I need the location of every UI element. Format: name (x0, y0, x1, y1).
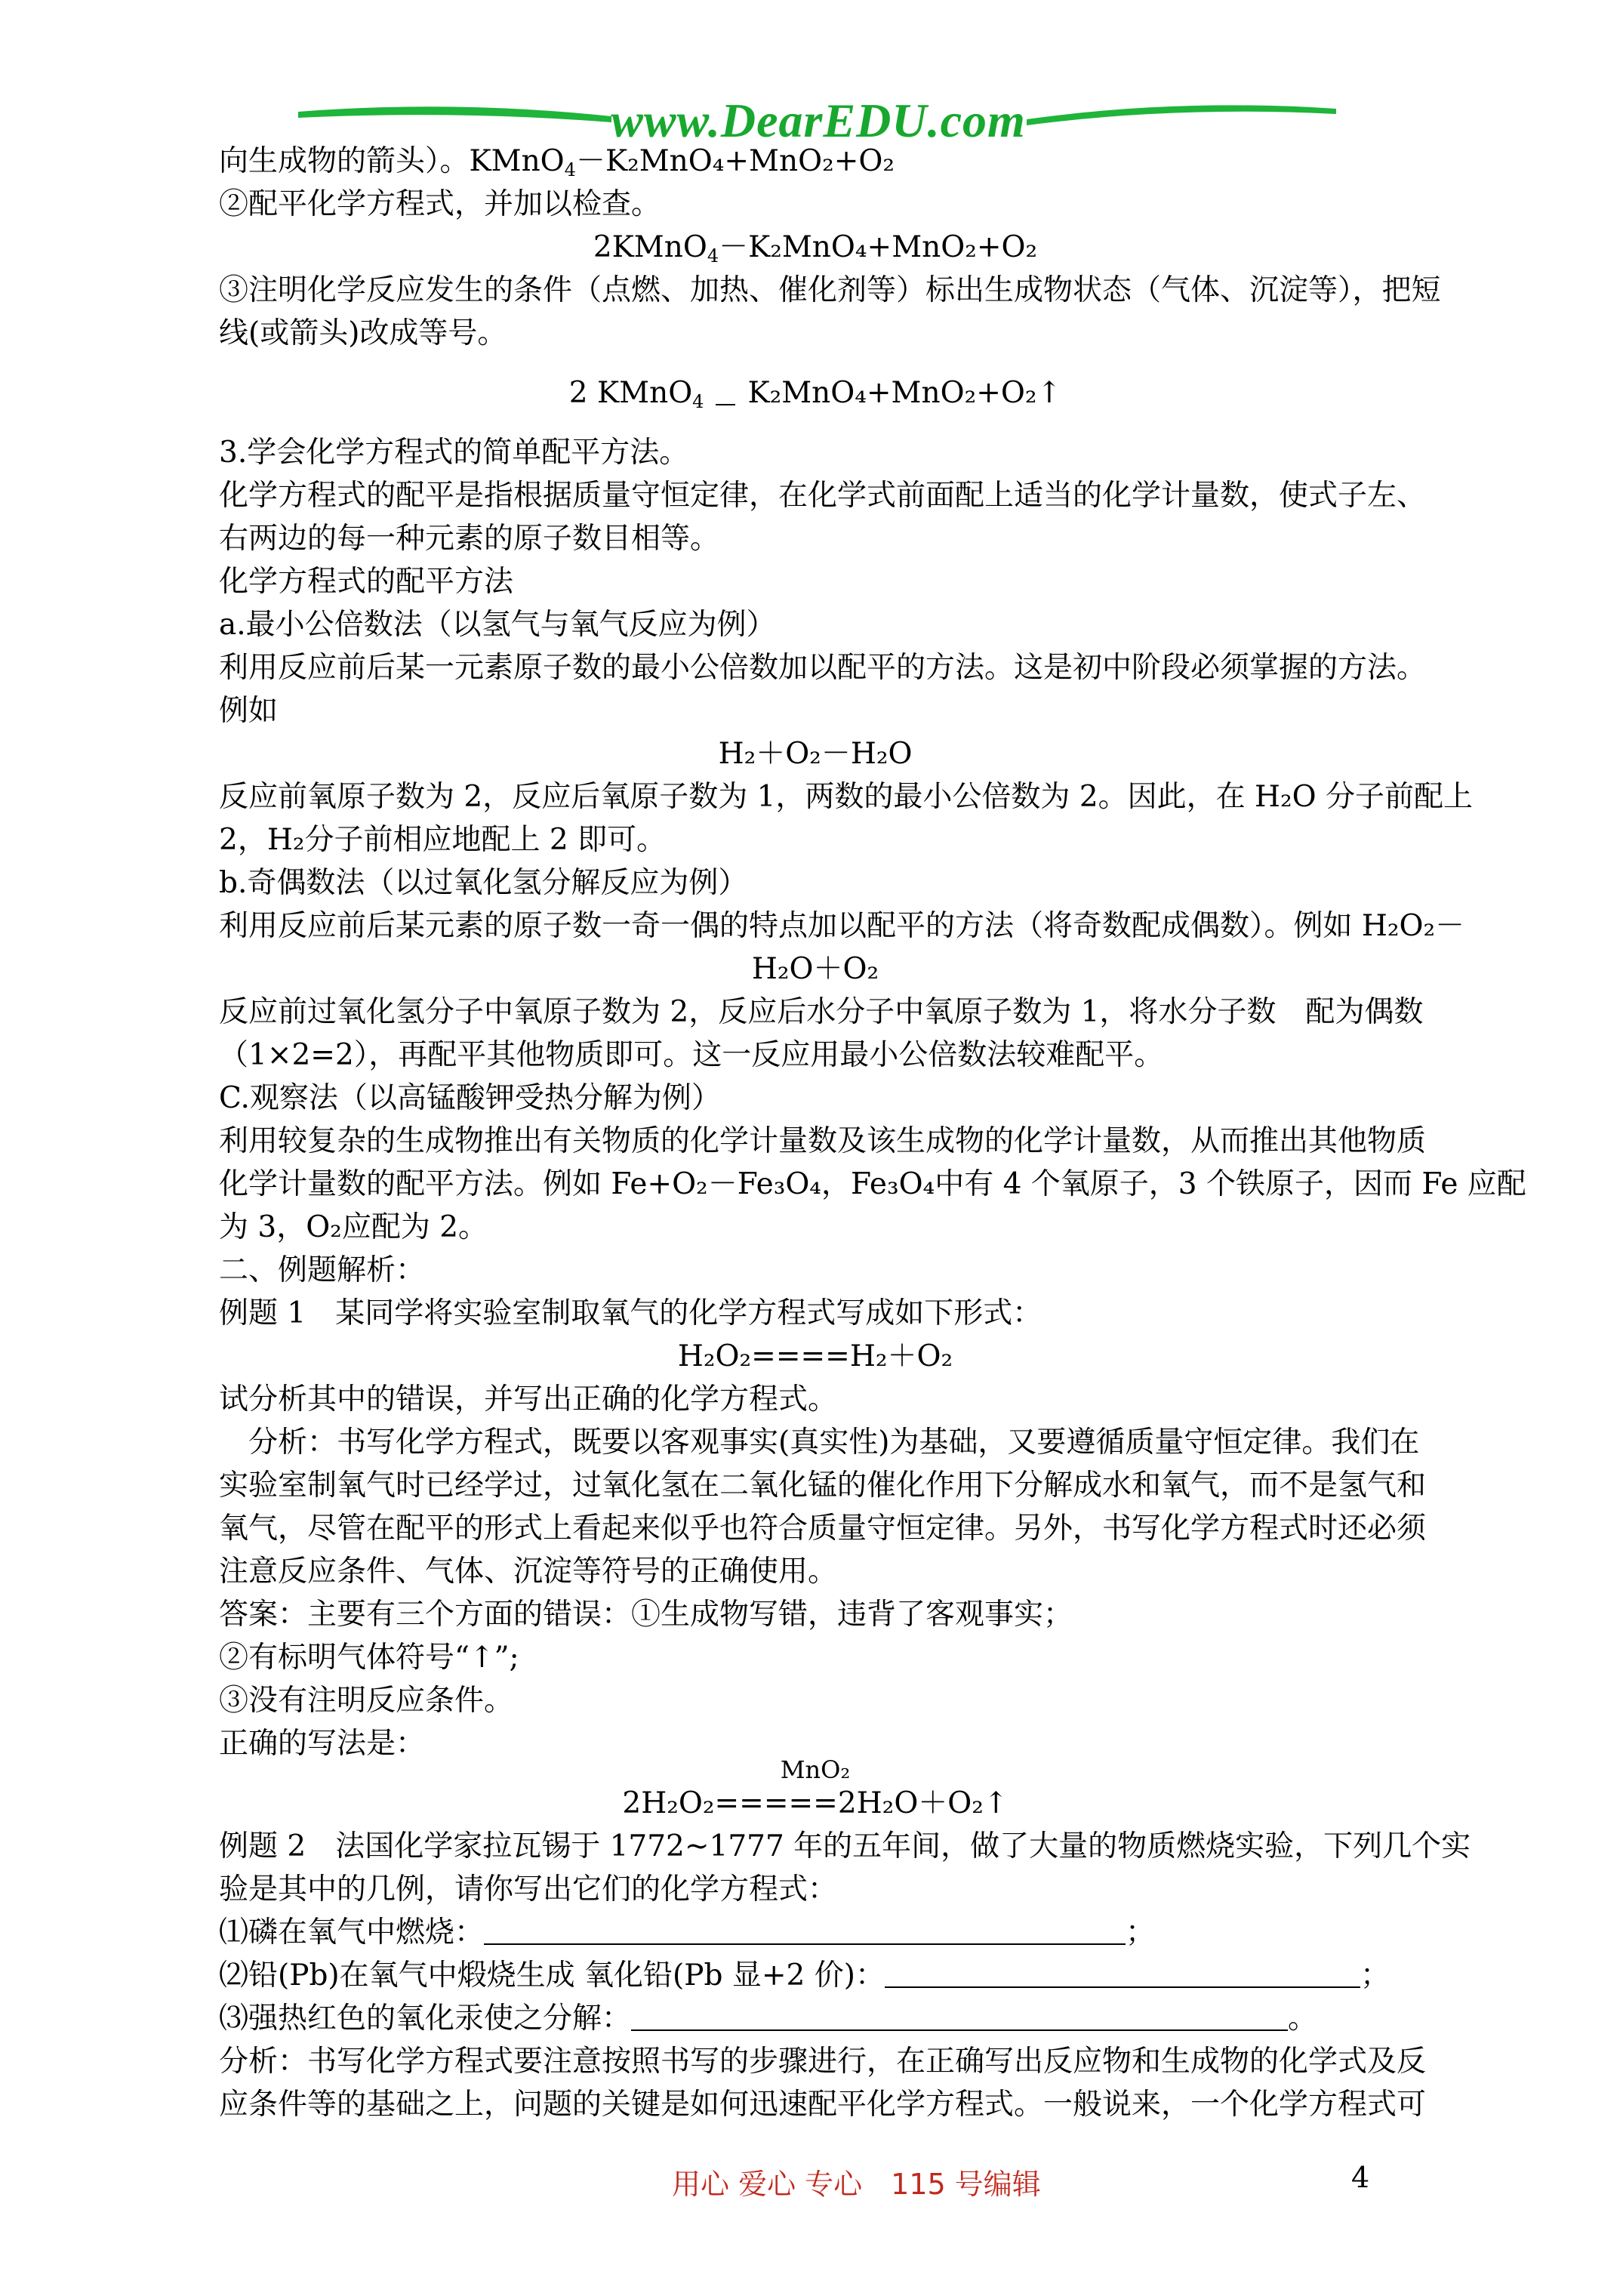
answer-blank[interactable] (885, 1959, 1360, 1988)
text-line: 试分析其中的错误，并写出正确的化学方程式。 (219, 1382, 838, 1416)
text-line: ③注明化学反应发生的条件（点燃、加热、催化剂等）标出生成物状态（气体、沉淀等），把短 (219, 273, 1441, 307)
text-line: 例如 (219, 694, 279, 728)
text-line: 右两边的每一种元素的原子数目相等。 (219, 522, 720, 556)
text-line: 向生成物的箭头）。KMnO$_4$－K₂MnO₄+MnO₂+O₂ (219, 144, 895, 180)
text-line: 利用反应前后某元素的原子数一奇一偶的特点加以配平的方法（将奇数配成偶数）。例如 H₂O₂－ (219, 909, 1465, 943)
text-line: （1×2=2），再配平其他物质即可。这一反应用最小公倍数法较难配平。 (219, 1038, 1164, 1072)
catalyst-label: MnO₂ (780, 1755, 851, 1784)
text-line: 分析：书写化学方程式要注意按照书写的步骤进行，在正确写出反应物和生成物的化学式及反 (219, 2045, 1427, 2079)
text-line: C.观察法（以高锰酸钾受热分解为例） (219, 1081, 721, 1115)
question-line: ⑴磷在氧气中燃烧： ； (219, 1915, 1156, 1949)
text-line: 利用反应前后某一元素原子数的最小公倍数加以配平的方法。这是初中阶段必须掌握的方法。 (219, 651, 1427, 685)
section-heading: 二、例题解析： (219, 1253, 426, 1287)
text-line: 化学方程式的配平是指根据质量守恒定律，在化学式前面配上适当的化学计量数，使式子左、 (219, 479, 1427, 513)
text-line: 反应前氧原子数为 2，反应后氧原子数为 1，两数的最小公倍数为 2。因此，在 H₂O 分子前配上 (219, 780, 1474, 814)
question-line: ⑵铅(Pb)在氧气中煅烧生成 氧化铅(Pb 显+2 价)： ； (219, 1959, 1390, 1992)
page-number: 4 (1351, 2161, 1370, 2194)
text-line: 答案：主要有三个方面的错误：①生成物写错，违背了客观事实； (219, 1598, 1073, 1632)
equation: H₂＋O₂－H₂O (718, 737, 913, 771)
text-line: 验是其中的几例，请你写出它们的化学方程式： (219, 1872, 838, 1906)
text-line: ②配平化学方程式，并加以检查。 (219, 187, 661, 221)
text-line: 应条件等的基础之上，问题的关键是如何迅速配平化学方程式。一般说来，一个化学方程式可 (219, 2088, 1427, 2122)
text-line: 化学方程式的配平方法 (219, 565, 514, 599)
text-line: 为 3，O₂应配为 2。 (219, 1210, 488, 1244)
equals-sign (716, 381, 735, 405)
document-body (219, 140, 1526, 2126)
text-line: ②有标明气体符号“↑”; (219, 1641, 519, 1675)
text-line: 分析：书写化学方程式，既要以客观事实(真实性)为基础，又要遵循质量守恒定律。我们在 (219, 1425, 1420, 1459)
text-line: 化学计量数的配平方法。例如 Fe+O₂－Fe₃O₄，Fe₃O₄中有 4 个氧原子，3 个铁原子，因而 Fe 应配 (219, 1167, 1526, 1201)
answer-blank[interactable] (484, 1916, 1126, 1945)
text-line: 例题 2 法国化学家拉瓦锡于 1772~1777 年的五年间，做了大量的物质燃烧实验，下列几个实 (219, 1829, 1471, 1863)
text-line: 2，H₂分子前相应地配上 2 即可。 (219, 823, 667, 857)
section-heading: 3.学会化学方程式的简单配平方法。 (219, 436, 689, 470)
equation: H₂O₂====H₂＋O₂ (677, 1339, 953, 1373)
site-logo[interactable]: www.DearEDU.com (611, 94, 1026, 147)
question-line: ⑶强热红色的氧化汞使之分解： 。 (219, 2002, 1318, 2036)
text-line: 注意反应条件、气体、沉淀等符号的正确使用。 (219, 1555, 838, 1589)
page-footer (0, 2161, 1623, 2199)
answer-blank[interactable] (631, 2002, 1288, 2031)
equation-with-catalyst: MnO₂ 2H₂O₂=====2H₂O＋O₂↑ (219, 1782, 1412, 1825)
text-line: 利用较复杂的生成物推出有关物质的化学计量数及该生成物的化学计量数，从而推出其他物质 (219, 1124, 1427, 1158)
text-line: 例题 1 某同学将实验室制取氧气的化学方程式写成如下形式： (219, 1296, 1042, 1330)
text-line: ③没有注明反应条件。 (219, 1684, 514, 1718)
equation: 2KMnO$_4$－K₂MnO₄+MnO₂+O₂ (593, 230, 1038, 267)
equation: 2 KMnO$_4$ K₂MnO₄+MnO₂+O₂↑ (568, 376, 1062, 412)
footer-text: 用心 爱心 专心 115 号编辑 (672, 2168, 1041, 2201)
text-line: 线(或箭头)改成等号。 (219, 316, 507, 350)
text-line: 正确的写法是： (219, 1727, 426, 1761)
text-line: a.最小公倍数法（以氢气与氧气反应为例） (219, 608, 776, 642)
equation: H₂O＋O₂ (751, 952, 879, 986)
text-line: b.奇偶数法（以过氧化氢分解反应为例） (219, 866, 748, 900)
text-line: 氧气，尽管在配平的形式上看起来似乎也符合质量守恒定律。另外，书写化学方程式时还必须 (219, 1512, 1427, 1546)
text-line: 实验室制氧气时已经学过，过氧化氢在二氧化锰的催化作用下分解成水和氧气，而不是氢气和 (219, 1469, 1427, 1502)
text-line: 反应前过氧化氢分子中氧原子数为 2，反应后水分子中氧原子数为 1，将水分子数 配为偶数 (219, 995, 1424, 1029)
